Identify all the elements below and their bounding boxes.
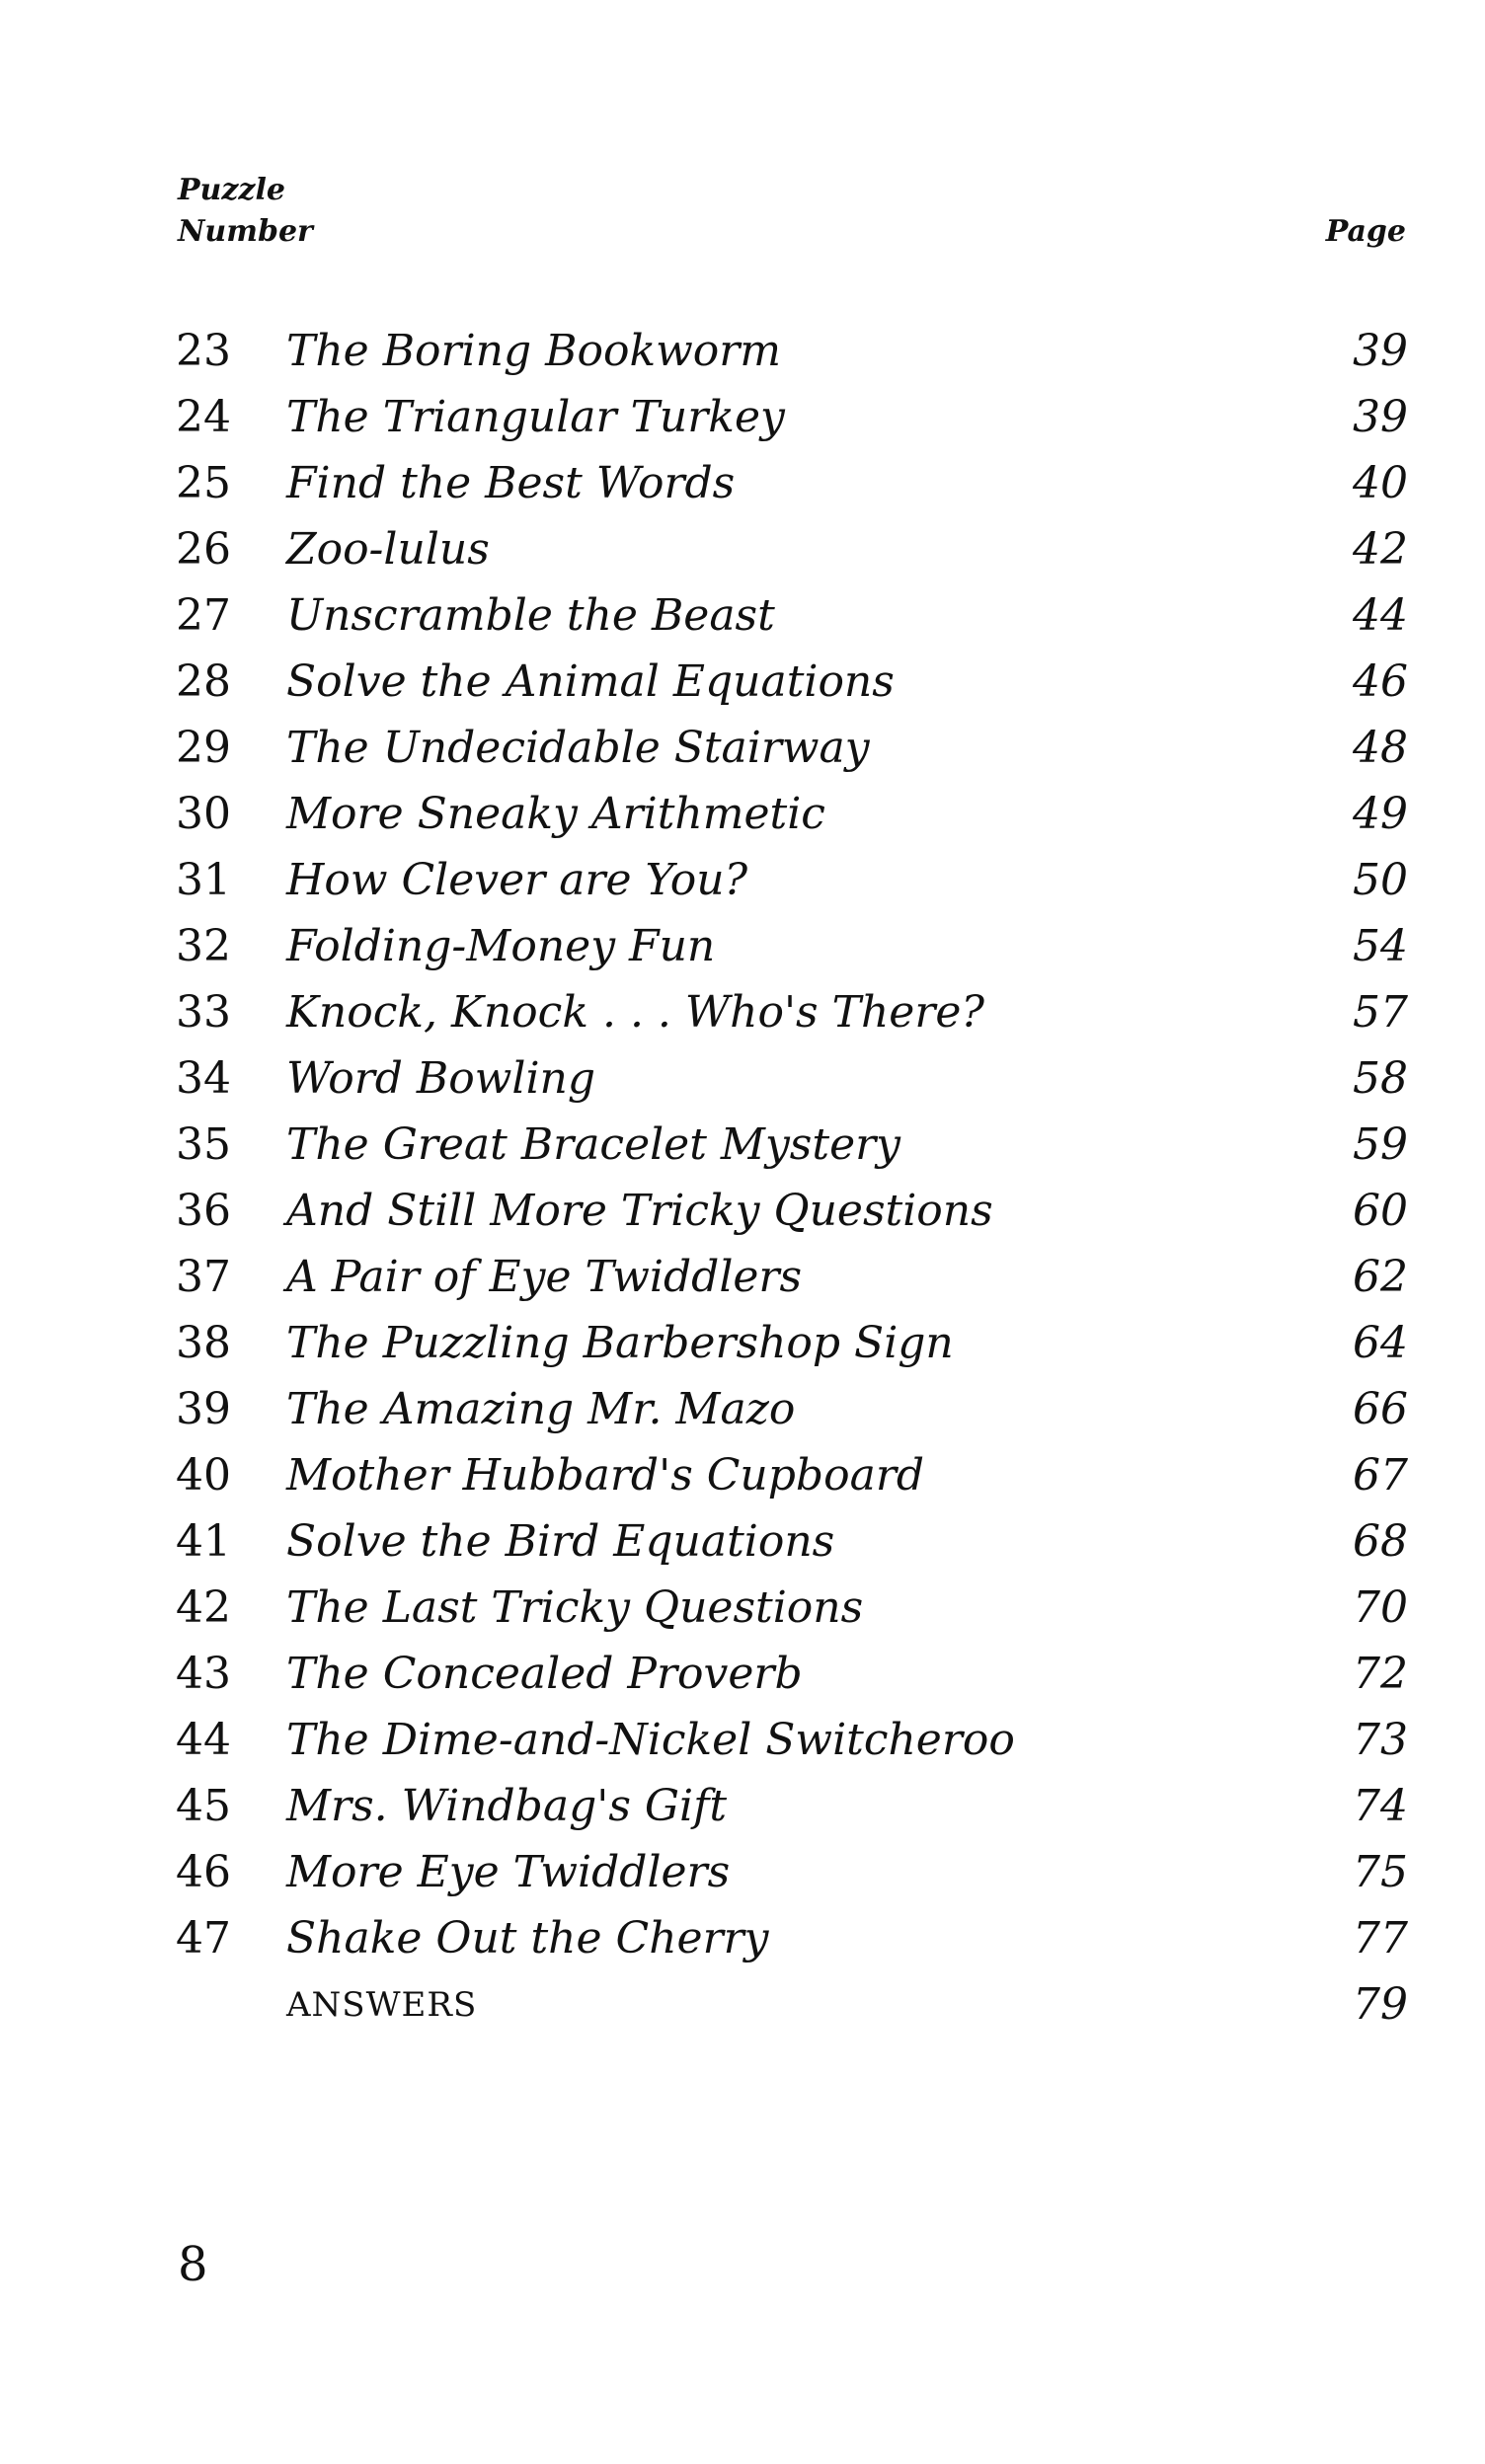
entry-page: 50 <box>1353 855 1408 905</box>
entry-title: More Eye Twiddlers <box>286 1847 731 1897</box>
entry-title: Folding-Money Fun <box>286 921 716 971</box>
toc-entry <box>176 781 1408 847</box>
toc-entry <box>176 1310 1408 1376</box>
entry-number: 39 <box>176 1384 231 1434</box>
toc-entry <box>176 516 1408 582</box>
toc-header <box>178 170 1406 259</box>
entry-number: 37 <box>176 1252 231 1302</box>
entry-page: 59 <box>1353 1119 1408 1170</box>
answers-page: 79 <box>1353 1979 1408 2030</box>
toc-entry <box>176 1045 1408 1112</box>
entry-title: The Dime-and-Nickel Switcheroo <box>286 1715 1015 1765</box>
entry-number: 31 <box>176 855 231 905</box>
toc-entry <box>176 582 1408 649</box>
toc-entry <box>176 715 1408 781</box>
entry-number: 25 <box>176 458 231 508</box>
entry-title: Shake Out the Cherry <box>286 1913 769 1964</box>
toc-entry <box>176 1112 1408 1178</box>
entry-number: 33 <box>176 987 231 1038</box>
entry-number: 44 <box>176 1715 231 1765</box>
entry-number: 34 <box>176 1053 231 1104</box>
entry-page: 60 <box>1353 1186 1408 1236</box>
entry-title: The Last Tricky Questions <box>286 1582 864 1633</box>
entry-number: 28 <box>176 656 231 707</box>
toc-entry <box>176 1575 1408 1641</box>
entry-page: 64 <box>1353 1318 1408 1368</box>
entry-title: Knock, Knock . . . Who's There? <box>286 987 984 1038</box>
entry-title: Solve the Bird Equations <box>286 1516 835 1567</box>
entry-number: 41 <box>176 1516 231 1567</box>
entry-title: How Clever are You? <box>286 855 748 905</box>
entry-number: 23 <box>176 326 231 376</box>
toc-entry <box>176 1442 1408 1508</box>
entry-page: 77 <box>1353 1913 1408 1964</box>
entry-page: 58 <box>1353 1053 1408 1104</box>
entry-page: 70 <box>1353 1582 1408 1633</box>
entry-title: More Sneaky Arithmetic <box>286 789 825 839</box>
entry-page: 74 <box>1353 1781 1408 1831</box>
toc-entry <box>176 1839 1408 1905</box>
entry-title: The Boring Bookworm <box>286 326 782 376</box>
toc-entry <box>176 1641 1408 1707</box>
entry-number: 30 <box>176 789 231 839</box>
entry-number: 46 <box>176 1847 231 1897</box>
column-heading-page: Page <box>1325 214 1406 249</box>
entry-number: 27 <box>176 590 231 641</box>
entry-title: A Pair of Eye Twiddlers <box>286 1252 803 1302</box>
entry-number: 42 <box>176 1582 231 1633</box>
entry-title: Find the Best Words <box>286 458 736 508</box>
entry-title: Mother Hubbard's Cupboard <box>286 1450 925 1501</box>
entry-number: 32 <box>176 921 231 971</box>
answers-title: ANSWERS <box>286 1984 478 2025</box>
entry-page: 46 <box>1353 656 1408 707</box>
entry-page: 72 <box>1353 1649 1408 1699</box>
entry-page: 42 <box>1353 524 1408 575</box>
entry-number: 29 <box>176 723 231 773</box>
toc-entry-answers <box>176 1971 1408 2038</box>
entry-title: The Puzzling Barbershop Sign <box>286 1318 954 1368</box>
heading-puzzle: Puzzle <box>178 173 285 207</box>
toc-entry <box>176 450 1408 516</box>
entry-page: 40 <box>1353 458 1408 508</box>
toc-entry <box>176 1707 1408 1773</box>
column-heading-puzzle-number <box>178 170 313 253</box>
entry-number: 47 <box>176 1913 231 1964</box>
toc-entry <box>176 384 1408 450</box>
entry-number: 36 <box>176 1186 231 1236</box>
entry-page: 68 <box>1353 1516 1408 1567</box>
entry-title: And Still More Tricky Questions <box>286 1186 993 1236</box>
toc-entry <box>176 1376 1408 1442</box>
toc-entry <box>176 318 1408 384</box>
entry-number: 40 <box>176 1450 231 1501</box>
entry-number: 24 <box>176 392 231 442</box>
entry-page: 49 <box>1353 789 1408 839</box>
entry-number: 35 <box>176 1119 231 1170</box>
entry-title: The Triangular Turkey <box>286 392 785 442</box>
toc-entry <box>176 979 1408 1045</box>
entry-number: 45 <box>176 1781 231 1831</box>
toc-entry <box>176 1244 1408 1310</box>
entry-page: 57 <box>1353 987 1408 1038</box>
entry-page: 44 <box>1353 590 1408 641</box>
entry-title: Zoo-lulus <box>286 524 490 575</box>
toc-entry <box>176 847 1408 913</box>
heading-number: Number <box>178 214 313 249</box>
entry-title: Word Bowling <box>286 1053 596 1104</box>
entry-page: 54 <box>1353 921 1408 971</box>
entry-number: 26 <box>176 524 231 575</box>
entry-page: 75 <box>1353 1847 1408 1897</box>
entry-page: 73 <box>1353 1715 1408 1765</box>
page-number: 8 <box>178 2237 208 2292</box>
entry-number: 38 <box>176 1318 231 1368</box>
entry-title: The Undecidable Stairway <box>286 723 870 773</box>
entry-page: 67 <box>1353 1450 1408 1501</box>
toc-entry <box>176 1178 1408 1244</box>
entry-title: The Amazing Mr. Mazo <box>286 1384 796 1434</box>
table-of-contents <box>176 318 1408 2038</box>
entry-title: Mrs. Windbag's Gift <box>286 1781 728 1831</box>
entry-title: Solve the Animal Equations <box>286 656 895 707</box>
entry-number: 43 <box>176 1649 231 1699</box>
toc-entry <box>176 1508 1408 1575</box>
toc-entry <box>176 1905 1408 1971</box>
entry-page: 62 <box>1353 1252 1408 1302</box>
entry-title: Unscramble the Beast <box>286 590 775 641</box>
entry-page: 66 <box>1353 1384 1408 1434</box>
entry-title: The Concealed Proverb <box>286 1649 803 1699</box>
toc-entry <box>176 913 1408 979</box>
toc-entry <box>176 1773 1408 1839</box>
entry-page: 48 <box>1353 723 1408 773</box>
entry-title: The Great Bracelet Mystery <box>286 1119 900 1170</box>
entry-page: 39 <box>1353 326 1408 376</box>
entry-page: 39 <box>1353 392 1408 442</box>
toc-entry <box>176 649 1408 715</box>
